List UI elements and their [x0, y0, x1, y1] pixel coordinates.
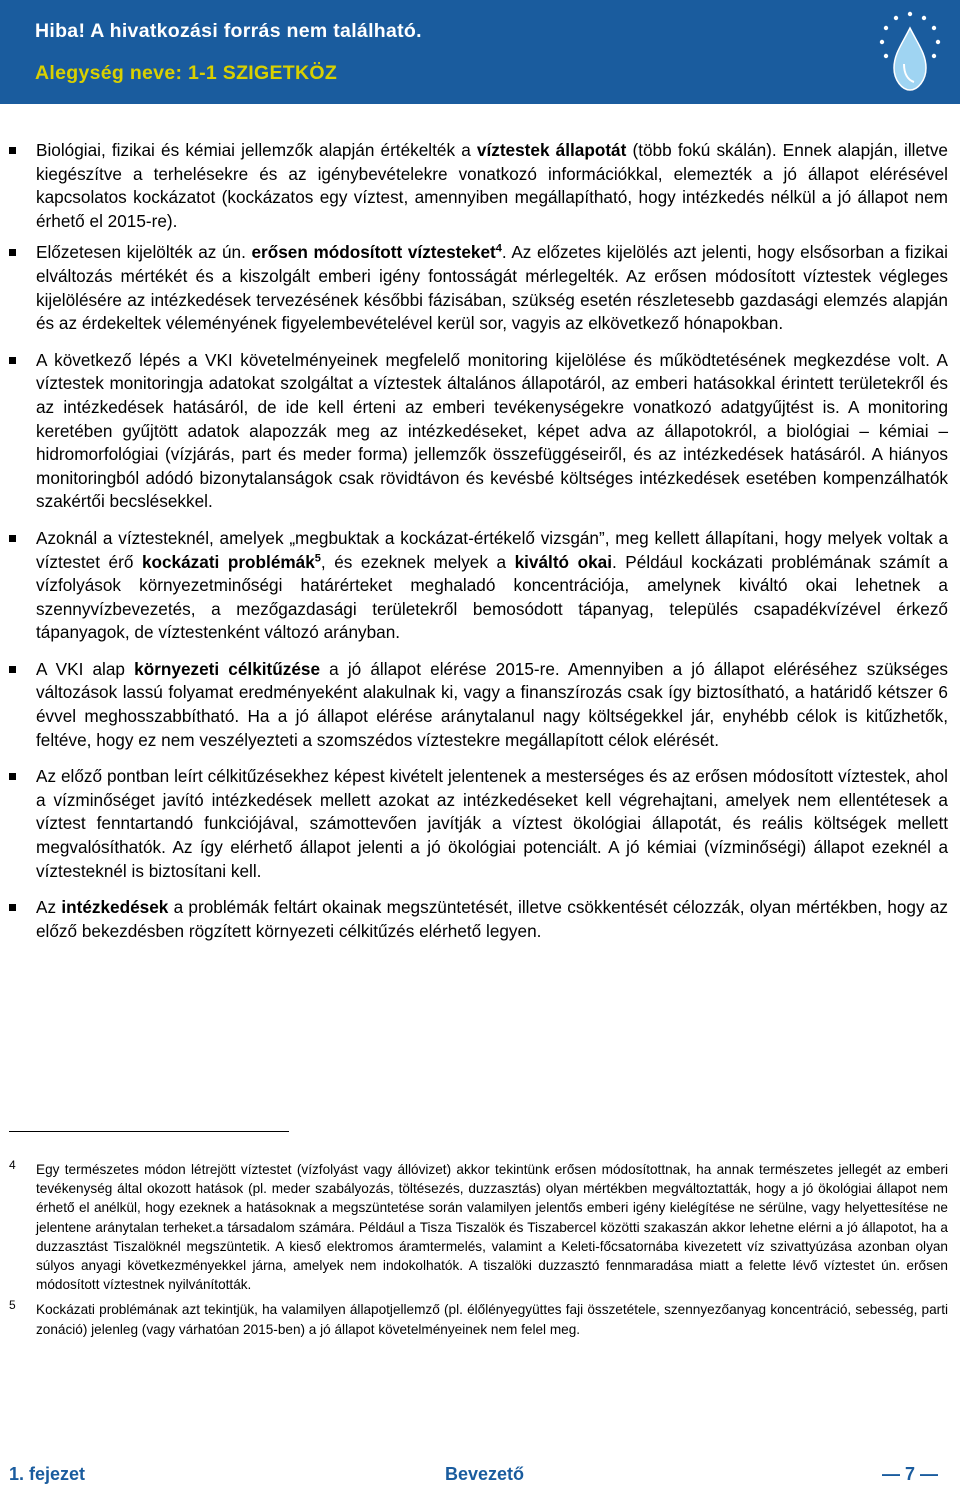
list-item — [9, 765, 948, 883]
footer-chapter: 1. fejezet — [9, 1464, 86, 1484]
item-text: , és ezeknek melyek a — [320, 551, 515, 572]
item-bold: víztestek állapotát — [476, 140, 627, 160]
footnote-text: Egy természetes módon létrejött víztestet (vízfolyást vagy állóvizet) akkor tekintünk erősen módosítottnak, ha annak természetes jellegét az emberi tevékenység által okozott hatások (pl. meder szabályozás, töltésezés, duzzasztás) olyan mértékben megváltoztatták, hogy a jó ökológiai állapot nem érhető el anélkül, hogy ezeknek a hatásoknak a megszüntetése során valamilyen jelentős emberi igény kielégítése ne sérülne, vagy helyettesítése ne jelentene aránytalan terheket.a társadalom számára. Például a Tisza Tiszalök és Tiszabercel közötti szakaszán akkor lehetne elérni a jó állapotot, ha a duzzasztást Tiszalöknél megszüntetik. A kieső elektromos áramtermelés, valamint a Keleti-főcsatornába kivezetett víz szivattyúzása azonban olyan súlyos anyagi következményekkel járna, amelyek nem indokolhatók. A tiszalöki duzzasztó fennmaradása miatt a felette lévő víztestet ún. erősen módosított víztestnek nyilvánították. — [36, 1162, 948, 1293]
page-header — [0, 0, 960, 104]
footnote — [9, 1160, 948, 1294]
bullet-icon — [9, 666, 16, 673]
item-text: Az — [36, 897, 62, 918]
footnote-number: 5 — [9, 1298, 16, 1313]
bullet-icon — [9, 535, 16, 542]
eu-stars-droplet-logo-icon — [868, 8, 952, 100]
item-text: a jó állapot elérése 2015-re. Amennyiben a jó állapot eléréséhez szükséges változások lassú folyamat eredményeként alakulnak ki, vagy a finanszírozás csak így biztosítható, a határidő kétszer 6 évvel meghosszabbítható. Ha a jó állapot elérése aránytalanul nagy költségekkel jár, enyhébb célok is kitűzhetők, feltéve, hogy ez nem veszélyezteti a szomszédos víztestekre megállapított célok elérését. — [36, 658, 948, 750]
footnotes — [9, 1160, 948, 1345]
bullet-icon — [9, 249, 16, 256]
header-subtitle: Alegység neve: 1-1 SZIGETKÖZ — [35, 62, 338, 84]
item-bold: kiváltó okai — [514, 551, 612, 572]
item-text: a problémák feltárt okainak megszüntetését, illetve csökkentését célozzák, olyan mértékben, hogy az előző bekezdésben rögzített környezeti célkitűzés elérhető legyen. — [36, 897, 948, 941]
footnote-divider — [9, 1131, 289, 1132]
item-text: (több fokú skálán). Ennek alapján, illetve kiegészítve a terhelésekre és az igénybevételekre vonatkozó információkkal, elemezték a jó állapot elérésével kapcsolatos kockázatot (kockázatos egy víztest, amennyiben megállapítható, hogy intézkedés nélkül a jó állapot nem érhető el 2015-re). — [36, 140, 948, 231]
item-text: Az előző pontban leírt célkitűzésekhez képest kivételt jelentenek a mesterséges és az erősen módosított víztestek, ahol a vízminőséget javító intézkedések mellett azokat az intézkedéseket kell végrehajtani, amelyek nem ellentétesek a víztest fenntartandó funkciójával, számottevően javítják a víztest ökológiai állapotát, és reális költségek mellett megvalósíthatók. Az így elérhető állapot jelenti a jó ökológiai potenciált. A jó kémiai (vízminőségi) állapot ezeknél a víztesteknél is biztosítani kell. — [36, 766, 948, 881]
footnote — [9, 1300, 948, 1338]
main-content — [9, 139, 948, 956]
header-title: Hiba! A hivatkozási forrás nem található. — [35, 20, 422, 42]
bullet-icon — [9, 904, 16, 911]
bullet-icon — [9, 357, 16, 364]
list-item — [9, 658, 948, 752]
footnote-number: 4 — [9, 1158, 16, 1172]
footnote-ref[interactable]: 5 — [314, 551, 321, 564]
item-bold: intézkedések — [61, 897, 169, 918]
item-bold: erősen módosított víztesteket — [251, 242, 496, 263]
item-text: Előzetesen kijelölték az ún. — [36, 242, 252, 263]
item-text: Azoknál a víztesteknél, amelyek „megbuktak a kockázat-értékelő vizsgán”, meg kellett állapítani, hogy melyek voltak a víztestet érő — [36, 527, 948, 572]
item-text: . Az előzetes kijelölés azt jelenti, hogy elsősorban a fizikai elváltozás mértékét és a kiszolgált emberi igény fontosságát mérlegelték. Az erősen módosított víztestek végleges kijelölésére az intézkedések tervezésének későbbi fázisában, szükség esetén részletesebb gazdasági elemzés alapján és az érdekeltek véleményének figyelembevételével kerül sor, vagyis az elkövetkező hónapokban. — [36, 242, 948, 334]
list-item — [9, 349, 948, 514]
footnote-ref[interactable]: 4 — [495, 242, 502, 255]
page-footer — [0, 1460, 960, 1493]
item-text: . Például kockázati problémának számít a vízfolyások környezetminőségi határérteket meghaladó koncentrációja, amelynek kiváltó okai lehetnek a szennyvízbevezetés, a mezőgazdasági területekről bemosódott tápanyag, település csapadékvízével érkező tápanyagok, de víztestenként változó arányban. — [36, 551, 948, 643]
list-item — [9, 241, 948, 335]
item-bold: környezeti célkitűzése — [134, 658, 321, 679]
item-text: A VKI alap — [36, 658, 135, 679]
page-number: — 7 — — [881, 1464, 938, 1484]
item-bold: kockázati problémák — [141, 551, 315, 572]
list-item — [9, 139, 948, 233]
list-item — [9, 527, 948, 645]
item-text: Biológiai, fizikai és kémiai jellemzők alapján értékelték a — [36, 140, 477, 160]
footer-section: Bevezető — [445, 1464, 525, 1484]
list-item — [9, 896, 948, 943]
item-text: A következő lépés a VKI követelményeinek megfelelő monitoring kijelölése és működtetésének megkezdése volt. A víztestek monitoringja adatokat szolgáltat a víztestek általános állapotáról, az emberi hatásokkal érintett területekről és az intézkedések hatásáról, de ide kell érteni az emberi tevékenységekre vonatkozó adatgyűjtést is. A monitoring keretében gyűjtött adatok alapozzák meg az intézkedéseket, képet adva az állapotokról, a biológiai – kémiai – hidromorfológiai (vízjárás, part és meder forma) jellemzők összefüggéseiről, és az intézkedések hatásáról. A hiányos monitoringból adódó bizonytalanságok csak rövidtávon és kevésbé költséges intézkedések esetében kompenzálhatók szakértői becslésekkel. — [36, 349, 948, 512]
bullet-icon — [9, 773, 16, 780]
footnote-text: Kockázati problémának azt tekintjük, ha valamilyen állapotjellemző (pl. élőlényegyüttes faji összetétele, szennyezőanyag koncentráció, sebesség, parti zonáció) jelenleg (vagy várhatóan 2015-ben) a jó állapot követelményeinek nem felel meg. — [36, 1302, 948, 1337]
bullet-icon — [9, 147, 16, 154]
